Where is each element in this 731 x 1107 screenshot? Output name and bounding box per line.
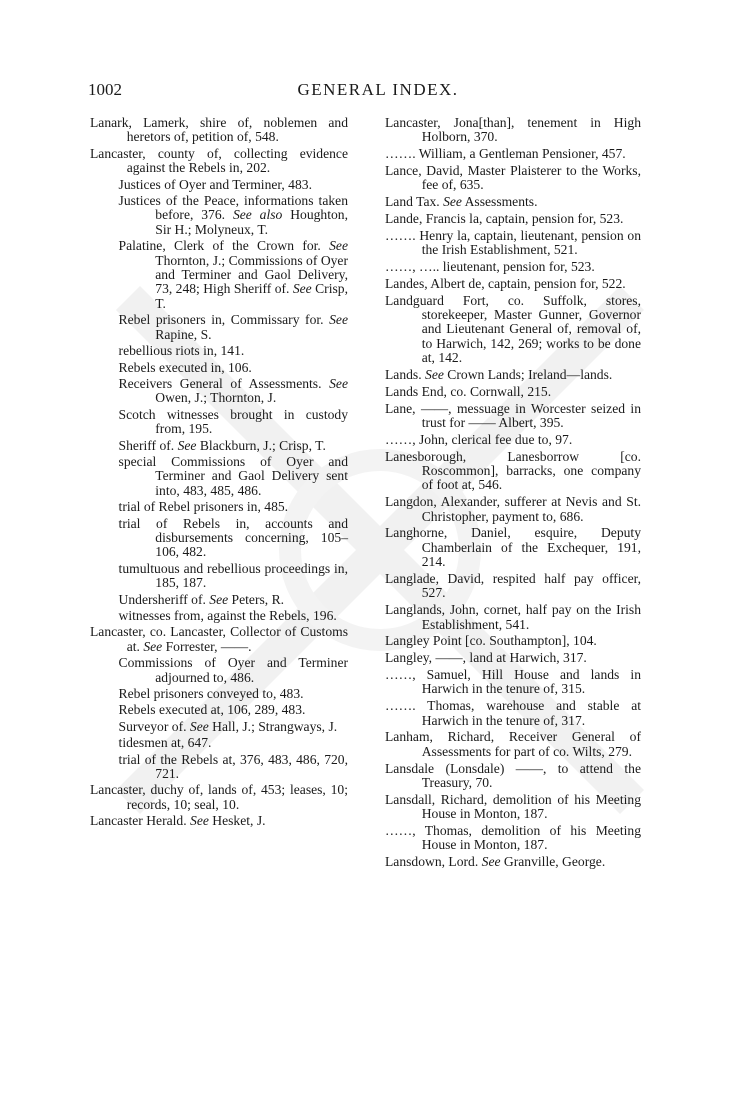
index-entry: Lancaster Herald. See Hesket, J. (90, 813, 266, 829)
index-entry: Lanark, Lamerk, shire of, noblemen and heretors of, petition of, 548. (90, 115, 348, 145)
index-subentry: Rebel prisoners in, Commissary for. See Rapine, S. (118, 312, 348, 342)
index-subentry: special Commissions of Oyer and Terminer and Gaol Delivery sent into, 483, 485, 486. (118, 453, 348, 498)
index-entry: Langhorne, Daniel, esquire, Deputy Chamberlain of the Exchequer, 191, 214. (385, 525, 641, 570)
page-header (88, 80, 668, 104)
index-entry: Langley, ——, land at Harwich, 317. (385, 650, 587, 666)
index-subentry: Sheriff of. See Blackburn, J.; Crisp, T. (118, 437, 326, 453)
index-entry: Lanham, Richard, Receiver General of Assessments for part of co. Wilts, 279. (385, 729, 641, 759)
index-entry: Landguard Fort, co. Suffolk, stores, storekeeper, Master Gunner, Governor and Lieutenant General of, removal of, to Harwich, 142, 269; works to be done at, 142. (385, 292, 641, 366)
index-entry: Lancaster, county of, collecting evidence against the Rebels in, 202. (90, 145, 348, 176)
index-entry: Lands. See Crown Lands; Ireland—lands. (385, 367, 613, 383)
index-entry: ……, John, clerical fee due to, 97. (385, 431, 573, 447)
index-subentry: Scotch witnesses brought in custody from, 195. (118, 406, 348, 437)
index-entry: Lansdale (Lonsdale) ——, to attend the Treasury, 70. (385, 760, 641, 791)
index-entry: Lands End, co. Cornwall, 215. (385, 383, 552, 399)
index-entry: Langley Point [co. Southampton], 104. (385, 633, 597, 649)
index-subentry: Undersheriff of. See Peters, R. (118, 591, 285, 607)
index-subentry: Receivers General of Assessments. See Owen, J.; Thornton, J. (118, 375, 348, 406)
index-subentry: Rebels executed in, 106. (118, 359, 252, 375)
index-entry: Lancaster, duchy of, lands of, 453; leases, 10; records, 10; seal, 10. (90, 782, 348, 812)
index-subentry: witnesses from, against the Rebels, 196. (118, 608, 337, 623)
index-entry: ……, Samuel, Hill House and lands in Harwich in the tenure of, 315. (385, 667, 641, 697)
index-entry: Lansdown, Lord. See Granville, George. (385, 854, 606, 870)
index-entry: Lande, Francis la, captain, pension for, 523. (385, 211, 624, 226)
page-number: 1002 (88, 80, 122, 99)
index-subentry: rebellious riots in, 141. (118, 343, 245, 359)
index-entry: ……, ….. lieutenant, pension for, 523. (385, 259, 595, 274)
index-subentry: trial of Rebel prisoners in, 485. (118, 499, 289, 515)
index-entry: Lance, David, Master Plaisterer to the Works, fee of, 635. (385, 163, 641, 193)
running-title: GENERAL INDEX. (297, 80, 459, 99)
index-entry: ……, Thomas, demolition of his Meeting House in Monton, 187. (385, 823, 641, 853)
index-entry: ……. William, a Gentleman Pensioner, 457. (385, 146, 626, 162)
index-entry: Lane, ——, messuage in Worcester seized in trust for —— Albert, 395. (385, 400, 641, 431)
index-entry: ……. Thomas, warehouse and stable at Harwich in the tenure of, 317. (385, 698, 641, 728)
index-subentry: Justices of Oyer and Terminer, 483. (118, 176, 312, 192)
index-subentry: Rebel prisoners conveyed to, 483. (118, 686, 304, 702)
index-entry: Langlands, John, cornet, half pay on the Irish Establishment, 541. (385, 602, 641, 632)
index-subentry: Surveyor of. See Hall, J.; Strangways, J. (118, 718, 338, 734)
index-subentry: Justices of the Peace, informations taken before, 376. See also Houghton, Sir H.; Molyneux, T. (118, 193, 348, 237)
index-entry: Lanesborough, Lanesborrow [co. Roscommon], barracks, one company of foot at, 546. (385, 448, 641, 493)
index-subentry: trial of Rebels in, accounts and disbursements concerning, 105–106, 482. (118, 515, 348, 560)
index-entry: ……. Henry la, captain, lieutenant, pension on the Irish Establishment, 521. (385, 227, 641, 258)
index-entry: Lancaster, co. Lancaster, Collector of Customs at. See Forrester, ——. (90, 624, 348, 654)
index-entry: Langlade, David, respited half pay officer, 527. (385, 571, 641, 601)
index-entry: Landes, Albert de, captain, pension for, 522. (385, 275, 626, 291)
index-subentry: trial of the Rebels at, 376, 483, 486, 720, 721. (118, 751, 348, 782)
index-subentry: tumultuous and rebellious proceedings in, 185, 187. (118, 560, 348, 591)
index-column-left (90, 116, 348, 831)
index-entry: Lansdall, Richard, demolition of his Meeting House in Monton, 187. (385, 791, 641, 822)
index-entry: Land Tax. See Assessments. (385, 194, 538, 210)
index-entry: Langdon, Alexander, sufferer at Nevis and St. Christopher, payment to, 686. (385, 494, 641, 524)
index-subentry: Palatine, Clerk of the Crown for. See Thornton, J.; Commissions of Oyer and Terminer and Gaol Delivery, 73, 248; High Sheriff of. See Crisp, T. (118, 238, 348, 311)
index-column-right (385, 116, 641, 872)
index-subentry: tidesmen at, 647. (118, 735, 212, 751)
index-entry: Lancaster, Jona[than], tenement in High Holborn, 370. (385, 115, 641, 145)
index-subentry: Commissions of Oyer and Terminer adjourned to, 486. (118, 655, 348, 685)
index-subentry: Rebels executed at, 106, 289, 483. (118, 702, 306, 718)
